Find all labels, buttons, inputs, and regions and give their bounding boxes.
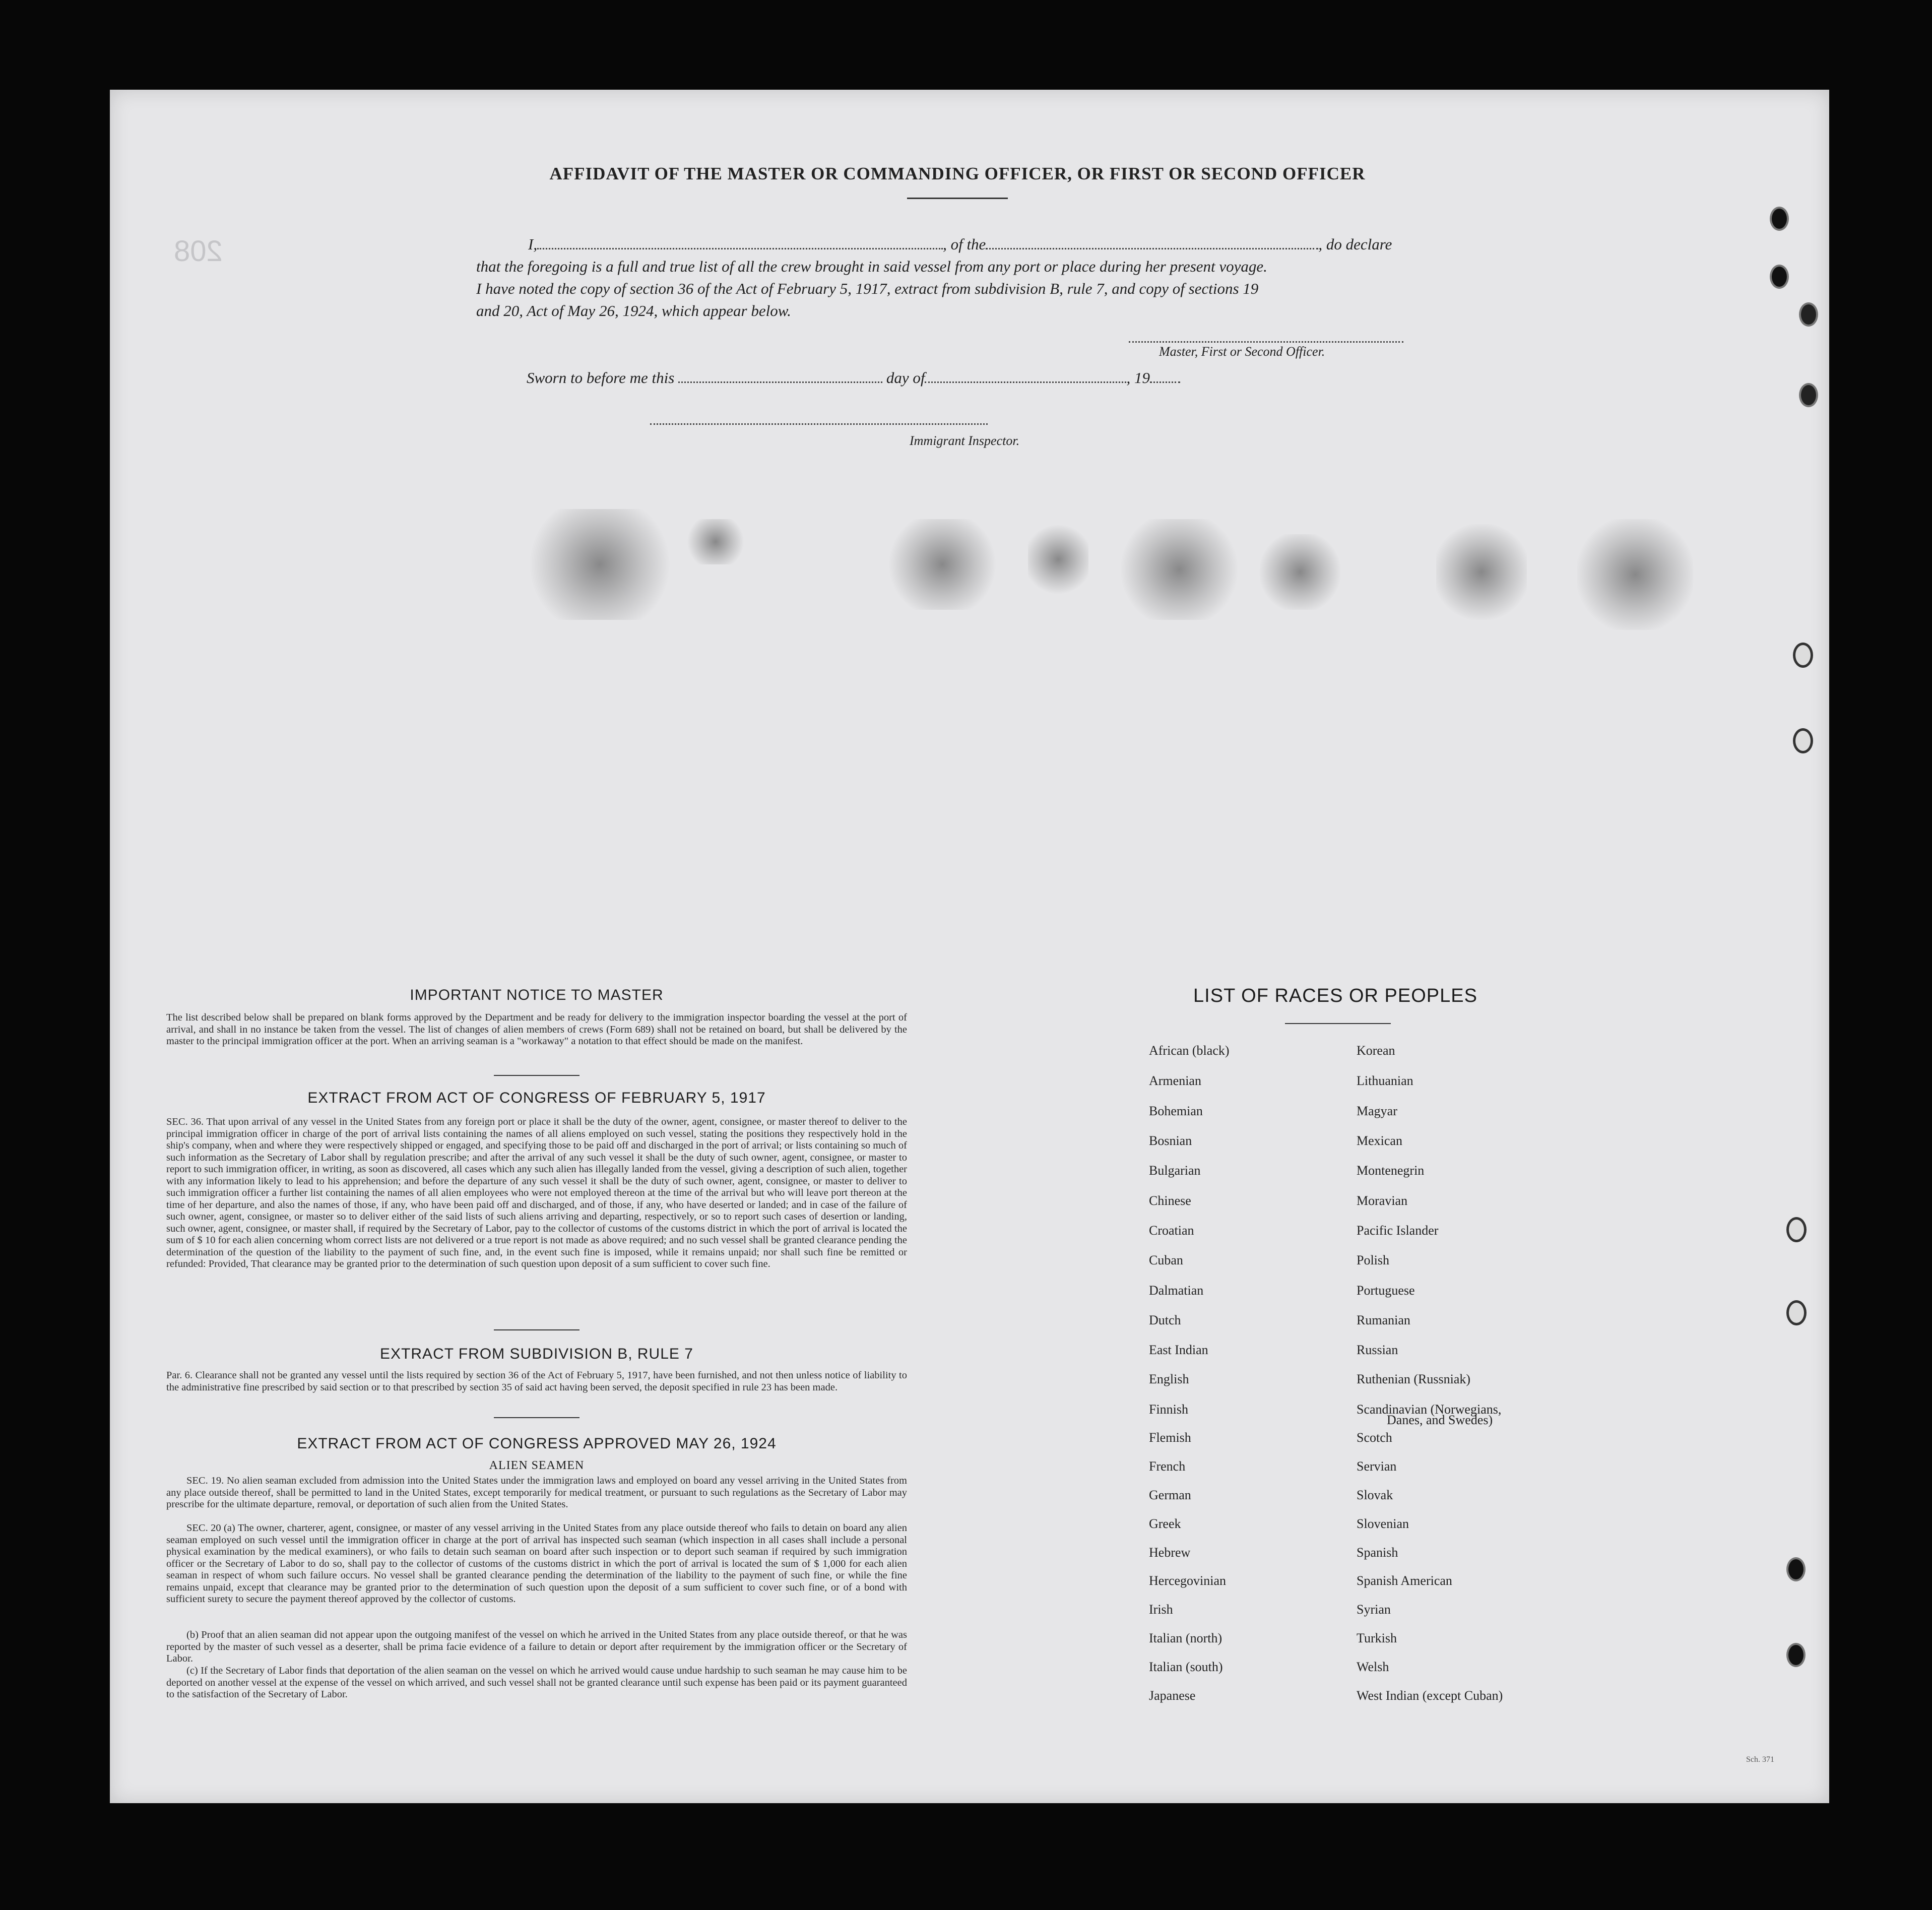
- act-1917-text: SEC. 36. That upon arrival of any vessel in the United States from any foreign port or place it shall be the duty of the owner, agent, consignee, or master thereof to deliver to the principal immigration officer in charge of the port of arrival lists containing the names of all aliens employed on such vessel, stating the positions they respectively hold in the ship's company, when and where they were respectively shipped or engaged, and specifying those to be paid off and discharged in the port of arrival; or lists containing so much of such information as the Secretary of Labor shall by regulation prescribe; and after the arrival of any such vessel it shall be the duty of such owner, agent, consignee, or master to report to such immigration officer, in writing, as soon as discovered, all cases which any such alien has illegally landed from the vessel, giving a description of such alien, together with any information likely to lead to his apprehension; and before the departure of any such vessel it shall be the duty of such owner, agent, consignee, or master to deliver to such immigration officer a further list containing the names of all alien employees who were not employed thereon at the time of the arrival but who will leave port thereon at the time of her departure, and also the names of those, if any, who have been paid off and discharged, and of those, if any, who have deserted or landed; and in case of the failure of such owner, agent, consignee, or master so to deliver either of the said lists of such aliens arriving and departing, respectively, or so to report such cases of desertion or landing, such owner, agent, consignee, or master shall, if required by the Secretary of Labor, pay to the collector of customs of the customs district in which the port of arrival is located the sum of $ 10 for each alien concerning whom correct lists are not delivered or a true report is not made as above required; and no such vessel shall be granted clearance pending the determination of the question of the liability to the payment of such fine, and, in the event such fine is imposed, while it remains unpaid; nor shall such fine be remitted or refunded: Provided, That clearance may be granted prior to the determination of such question upon deposit of a sum sufficient to cover such fine.: [166, 1116, 907, 1269]
- affidavit-line-3: I have noted the copy of section 36 of the Act of February 5, 1917, extract from subdivision B, rule 7, and copy of sections 19: [476, 280, 1259, 297]
- notice-title: IMPORTANT NOTICE TO MASTER: [410, 987, 664, 1003]
- race-item: Scandinavian (Norwegians,: [1357, 1402, 1502, 1417]
- race-item: Italian (south): [1149, 1660, 1223, 1674]
- punch-hole: [1793, 643, 1813, 668]
- master-signature-label: Master, First or Second Officer.: [1159, 344, 1325, 359]
- officer-name-field[interactable]: [537, 248, 943, 249]
- act-1924-sec20b: (b) Proof that an alien seaman did not appear upon the outgoing manifest of the vessel on which he arrived in the United States from any place outside thereof, or that he was reported by the master of such vessel as a deserter, shall be prima facie evidence of a failure to detain or deport after requirement by the immigration officer or the Secretary of Labor.: [166, 1629, 907, 1664]
- punch-hole: [1799, 302, 1818, 327]
- race-item: Finnish: [1149, 1402, 1189, 1417]
- race-item: Chinese: [1149, 1193, 1191, 1208]
- punch-hole: [1786, 1643, 1806, 1667]
- race-item: Greek: [1149, 1516, 1181, 1531]
- punch-hole: [1770, 207, 1789, 231]
- races-title-rule: [1285, 1023, 1391, 1024]
- affidavit-line-1: I, , of the , do declare: [528, 235, 1392, 253]
- ink-bleed: [1028, 524, 1088, 595]
- race-item: Lithuanian: [1357, 1073, 1413, 1088]
- race-item: French: [1149, 1459, 1186, 1474]
- ink-bleed: [1436, 524, 1527, 620]
- act-1924-title: EXTRACT FROM ACT OF CONGRESS APPROVED MAY 26, 1924: [297, 1435, 777, 1452]
- ink-bleed: [685, 519, 746, 564]
- mirrored-page-number: 208: [174, 235, 223, 268]
- race-item: Spanish: [1357, 1545, 1398, 1560]
- inspector-signature-field[interactable]: [650, 423, 988, 425]
- races-title: LIST OF RACES OR PEOPLES: [1193, 985, 1477, 1006]
- rule7-text: Par. 6. Clearance shall not be granted any vessel until the lists required by section 36 of the Act of February 5, 1917, have been furnished, and not then unless notice of liability to the administrative fine prescribed by said section or to that prescribed by section 35 of said act having been served, the deposit specified in rule 23 has been made.: [166, 1370, 907, 1393]
- race-item: Ruthenian (Russniak): [1357, 1372, 1471, 1386]
- divider-rule: [494, 1075, 579, 1076]
- inspector-label: Immigrant Inspector.: [910, 433, 1020, 448]
- race-item: Korean: [1357, 1043, 1395, 1058]
- race-item: Bulgarian: [1149, 1163, 1201, 1178]
- race-item: Servian: [1357, 1459, 1397, 1474]
- ink-bleed: [1119, 519, 1240, 620]
- race-item: Italian (north): [1149, 1631, 1222, 1645]
- act-1924-sec19: SEC. 19. No alien seaman excluded from admission into the United States under the immigration laws and employed on board any vessel arriving in the United States from any place outside thereof, shall be permitted to land in the United States, except temporarily for medical treatment, or pursuant to such regulations as the Secretary of Labor may prescribe for the ultimate departure, removal, or deportation of such alien from the United States.: [166, 1475, 907, 1510]
- race-item: Scotch: [1357, 1430, 1392, 1445]
- affidavit-title: AFFIDAVIT OF THE MASTER OR COMMANDING OFFICER, OR FIRST OR SECOND OFFICER: [549, 164, 1366, 183]
- race-item: Bohemian: [1149, 1104, 1203, 1118]
- title-rule: [907, 198, 1008, 199]
- race-item: Syrian: [1357, 1602, 1391, 1617]
- punch-hole: [1770, 265, 1789, 289]
- ink-bleed: [887, 519, 998, 610]
- month-field[interactable]: [925, 381, 1126, 383]
- race-item: Hercegovinian: [1149, 1573, 1227, 1588]
- race-item: Croatian: [1149, 1223, 1194, 1238]
- race-item-scandinavian-cont: Danes, and Swedes): [1387, 1413, 1493, 1427]
- race-item: Moravian: [1357, 1193, 1408, 1208]
- race-item: African (black): [1149, 1043, 1230, 1058]
- affidavit-line-2: that the foregoing is a full and true list of all the crew brought in said vessel from any port or place during her present voyage.: [476, 258, 1267, 275]
- day-field[interactable]: [678, 381, 882, 383]
- ink-bleed: [524, 509, 675, 620]
- act-1917-title: EXTRACT FROM ACT OF CONGRESS OF FEBRUARY 5, 1917: [307, 1090, 766, 1106]
- race-item: East Indian: [1149, 1343, 1208, 1357]
- act-1924-sec20c: (c) If the Secretary of Labor finds that deportation of the alien seaman on the vessel on which he arrived would cause undue hardship to such seaman he may cause him to be deported on another vessel at the expense of the vessel on which arrived, and such vessel shall not be granted clearance until such expense has been paid or its payment guaranteed to the satisfaction of the Secretary of Labor.: [166, 1665, 907, 1700]
- race-item: Polish: [1357, 1253, 1390, 1267]
- act-1924-subtitle: ALIEN SEAMEN: [489, 1459, 585, 1472]
- race-item: English: [1149, 1372, 1189, 1386]
- act-1924-sec20a: SEC. 20 (a) The owner, charterer, agent, consignee, or master of any vessel arriving in the United States from any place outside thereof who fails to detain on board any alien seaman employed on such vessel until the immigration officer in charge at the port of arrival has inspected such seaman (which inspection in all cases shall include a personal physical examination by the medical examiners), or who fails to detain such seaman on board after such inspection or to deport such seaman if required by such immigration officer or the Secretary of Labor to do so, shall pay to the collector of customs of the customs district in which the port of arrival is located the sum of $ 1,000 for each alien seaman in respect of whom such failure occurs. No vessel shall be granted clearance pending the determination of the liability to the payment of such fine, or while the fine remains unpaid, except that clearance may be granted prior to the determination of such question upon the deposit of a sum sufficient to cover such fine, or of a bond with sufficient surety to secure the payment thereof approved by the collector of customs.: [166, 1522, 907, 1605]
- race-item: Welsh: [1357, 1660, 1389, 1674]
- race-item: Portuguese: [1357, 1283, 1415, 1298]
- race-item: Mexican: [1357, 1133, 1402, 1148]
- vessel-name-field[interactable]: [986, 248, 1318, 249]
- punch-hole: [1786, 1217, 1807, 1242]
- race-item: Hebrew: [1149, 1545, 1191, 1560]
- punch-hole: [1786, 1300, 1807, 1325]
- race-item: Cuban: [1149, 1253, 1183, 1267]
- form-code: Sch. 371: [1746, 1755, 1774, 1764]
- race-item: Armenian: [1149, 1073, 1201, 1088]
- race-item: Flemish: [1149, 1430, 1191, 1445]
- master-signature-field[interactable]: [1129, 341, 1403, 343]
- race-item: German: [1149, 1488, 1191, 1502]
- race-item: West Indian (except Cuban): [1357, 1688, 1503, 1703]
- race-item: Rumanian: [1357, 1313, 1410, 1327]
- race-item: Bosnian: [1149, 1133, 1192, 1148]
- sworn-line: Sworn to before me this day of , 19: [527, 369, 1180, 387]
- punch-hole: [1799, 383, 1818, 407]
- race-item: Slovak: [1357, 1488, 1393, 1502]
- rule7-title: EXTRACT FROM SUBDIVISION B, RULE 7: [380, 1346, 693, 1362]
- race-item: Spanish American: [1357, 1573, 1452, 1588]
- affidavit-line-4: and 20, Act of May 26, 1924, which appear below.: [476, 302, 791, 320]
- race-item: Pacific Islander: [1357, 1223, 1439, 1238]
- divider-rule: [494, 1329, 579, 1330]
- race-item: Russian: [1357, 1343, 1398, 1357]
- punch-hole: [1793, 728, 1813, 753]
- ink-bleed: [1577, 519, 1693, 630]
- notice-text: The list described below shall be prepared on blank forms approved by the Department and be ready for delivery to the immigration inspector boarding the vessel at the port of arrival, and shall in no instance be taken from the vessel. The list of changes of alien members of crews (Form 689) shall not be retained on board, but shall be delivered by the master to the principal immigration officer at the port. When an arriving seaman is a "workaway" a notation to that effect should be made on the manifest.: [166, 1012, 907, 1047]
- divider-rule: [494, 1417, 579, 1418]
- race-item: Dutch: [1149, 1313, 1181, 1327]
- race-item: Magyar: [1357, 1104, 1397, 1118]
- race-item: Slovenian: [1357, 1516, 1409, 1531]
- race-item: Irish: [1149, 1602, 1173, 1617]
- race-item: Turkish: [1357, 1631, 1397, 1645]
- punch-hole: [1786, 1557, 1806, 1581]
- race-item: Dalmatian: [1149, 1283, 1204, 1298]
- year-field[interactable]: [1150, 381, 1180, 383]
- race-item: Montenegrin: [1357, 1163, 1425, 1178]
- race-item: Japanese: [1149, 1688, 1196, 1703]
- ink-bleed: [1260, 534, 1340, 610]
